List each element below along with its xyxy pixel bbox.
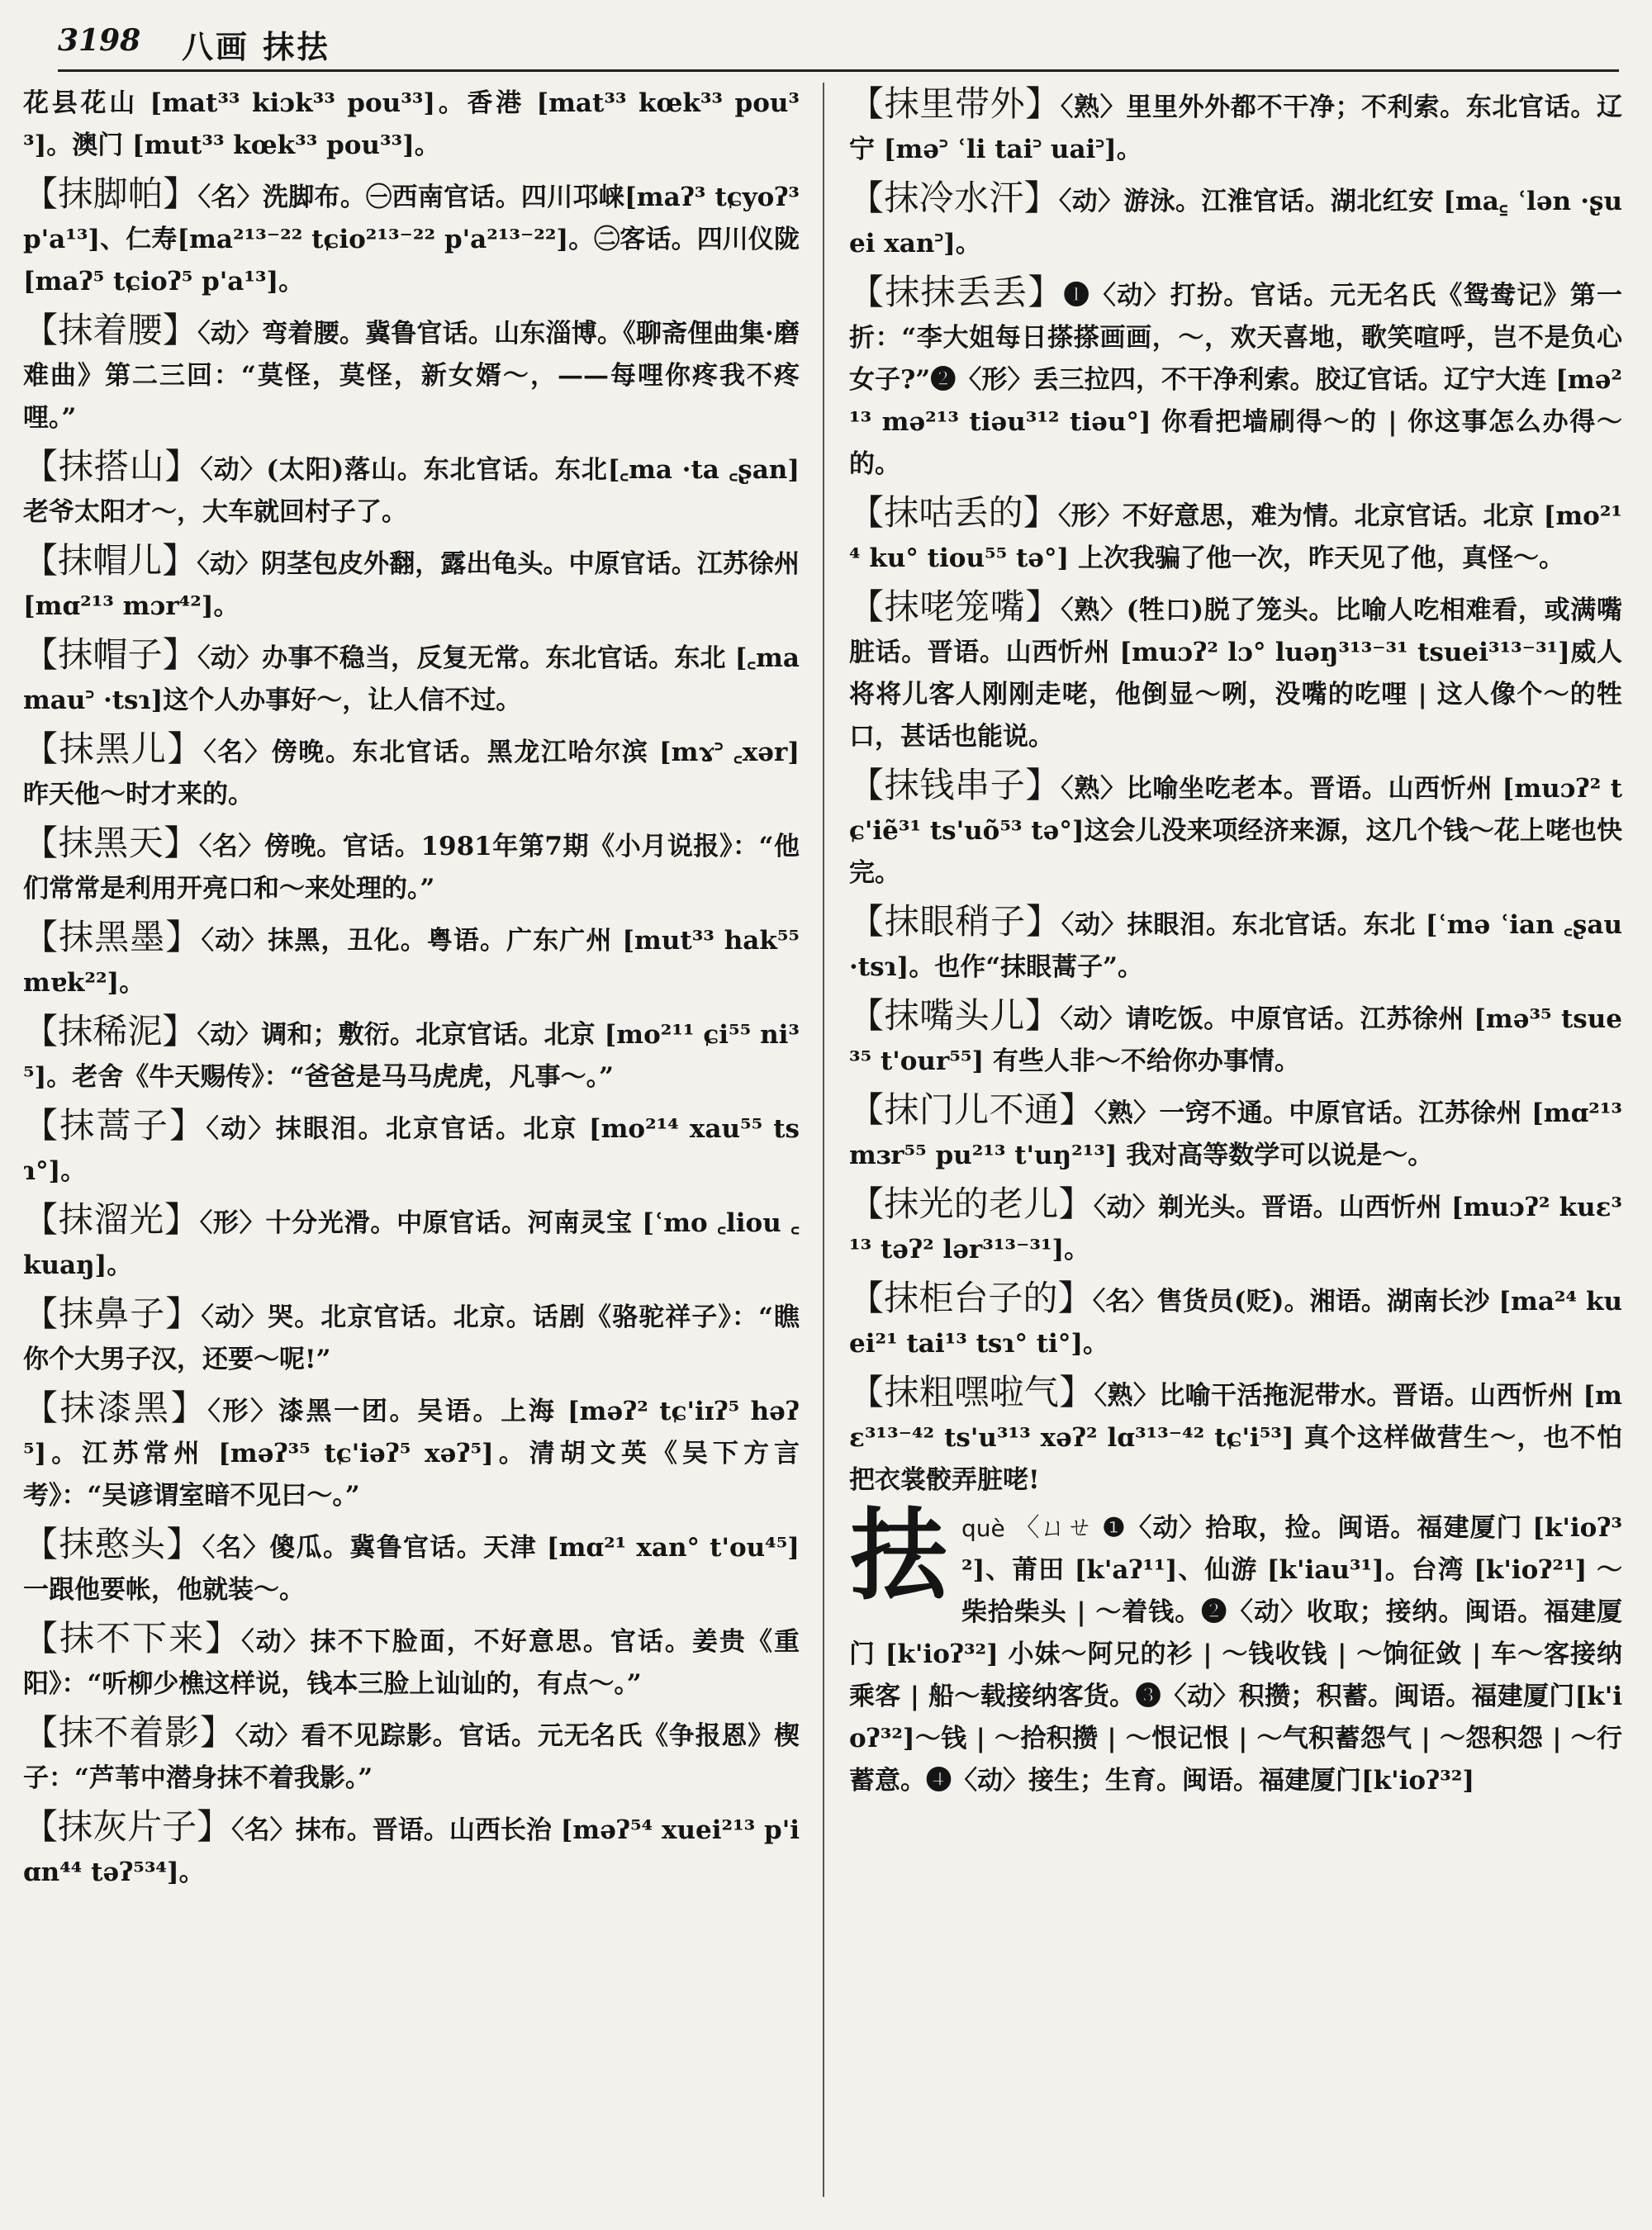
- definition-text: 〈熟〉比喻干活拖泥带水。晋语。山西忻州 [mɛ³¹³⁻⁴² ts'u³¹³ xəʔ² lɑ³¹³⁻⁴² tɕ'i⁵³] 真个这样做营生～，也不怕把衣裳骹弄脏咾!: [849, 1381, 1622, 1495]
- dictionary-entry: [23, 173, 800, 303]
- dictionary-entry-que: [849, 1497, 1623, 1802]
- headword: 【抹黑儿】: [23, 728, 204, 769]
- definition-text: 〈形〉十分光滑。中原官话。河南灵宝 [ʿmo ꜀liou ꜀kuaŋ]。: [23, 1208, 800, 1280]
- dictionary-entry: [23, 1104, 800, 1193]
- definition-text: 〈名〉傍晚。东北官话。黑龙江哈尔滨 [mɤ꜄ ꜀xər] 昨天他～时才来的。: [23, 738, 800, 809]
- dictionary-entry: [849, 491, 1622, 580]
- definition-text: 〈动〉抹黑，丑化。粤语。广东广州 [mut³³ hak⁵⁵ mɐk²²]。: [23, 926, 800, 998]
- headword: 【抹帽子】: [23, 634, 198, 675]
- headword: 【抹蒿子】: [23, 1105, 206, 1146]
- definition-text: 〈名〉傻瓜。冀鲁官话。天津 [mɑ²¹ xan° t'ou⁴⁵] 一跟他要帐，他就装～。: [23, 1533, 800, 1605]
- definition-text: 〈形〉不好意思，难为情。北京官话。北京 [mo²¹⁴ ku° tiou⁵⁵ tə°] 上次我骗了他一次，昨天见了他，真怪～。: [849, 501, 1622, 573]
- definition-text: ❶〈动〉拾取，捡。闽语。福建厦门 [k'ioʔ³²]、莆田 [k'aʔ¹¹]、仙游 [k'iau³¹]。台湾 [k'ioʔ²¹] ～柴拾柴头 | ～着钱。❷〈动〉收取；接纳。闽语。福建厦门 [k'ioʔ³²] 小妹～阿兄的衫 | ～钱收钱 | ～饷征敛 | 车～客接纳乘客 | 船～载接纳客货。❸〈动〉积攒；积蓄。闽语。福建厦门[k'ioʔ³²]～钱 | ～拾积攒 | ～恨记恨 | ～气积蓄怨气 | ～怨积怨 | ～行蓄意。❹〈动〉接生；生育。闽语。福建厦门[k'ioʔ³²]: [849, 1513, 1623, 1796]
- headword: 【抹灰片子】: [23, 1806, 232, 1847]
- dictionary-entry: [849, 586, 1622, 758]
- page-number: 3198: [58, 23, 141, 58]
- headword: 【抹漆黑】: [23, 1388, 208, 1428]
- headword-character: 抾: [849, 1497, 948, 1614]
- dictionary-entry: [23, 1617, 800, 1706]
- headword: 【抹鼻子】: [23, 1293, 202, 1334]
- headword: 【抹稀泥】: [23, 1011, 197, 1051]
- headword: 【抹咾笼嘴】: [849, 586, 1061, 627]
- dictionary-entry: [849, 1183, 1622, 1271]
- dictionary-entry: [849, 900, 1622, 989]
- dictionary-entry: [849, 83, 1622, 171]
- headword: 【抹柜台子的】: [849, 1278, 1093, 1318]
- definition-text: 〈动〉请吃饭。中原官话。江苏徐州 [mə³⁵ tsue³⁵ t'our⁵⁵] 有些人非～不给你办事情。: [849, 1004, 1622, 1076]
- definition-text: 〈动〉游泳。江淮官话。湖北红安 [ma꜁ ʿlən ·ʂuei xan꜄]。: [849, 187, 1622, 259]
- definition-text: 〈形〉漆黑一团。吴语。上海 [məʔ² tɕ'iɪʔ⁵ həʔ⁵]。江苏常州 [məʔ³⁵ tɕ'iəʔ⁵ xəʔ⁵]。清胡文英《吴下方言考》：“吴谚谓室暗不见曰～。”: [23, 1397, 800, 1511]
- dictionary-entry: [23, 916, 800, 1004]
- dictionary-entry: [23, 1293, 800, 1381]
- definition-text: 〈动〉哭。北京官话。北京。话剧《骆驼祥子》：“瞧你个大男子汉，还要～呢!”: [23, 1302, 800, 1374]
- definition-text: 〈动〉剃光头。晋语。山西忻州 [muɔʔ² kuɛ³¹³ təʔ² lər³¹³⁻³¹]。: [849, 1193, 1622, 1264]
- headword: 【抹黑天】: [23, 823, 199, 863]
- definition-text: 〈动〉阴茎包皮外翻，露出龟头。中原官话。江苏徐州 [mɑ²¹³ mɔr⁴²]。: [23, 549, 800, 621]
- dictionary-entry: [23, 83, 800, 167]
- dictionary-entry: [23, 633, 800, 722]
- headword: 【抹粗嘿啦气】: [849, 1372, 1094, 1412]
- headword: 【抹着腰】: [23, 310, 198, 350]
- dictionary-entry: [849, 994, 1622, 1083]
- definition-text: 〈熟〉一窍不通。中原官话。江苏徐州 [mɑ²¹³ mɜr⁵⁵ pu²¹³ t'uŋ²¹³] 我对高等数学可以说是～。: [849, 1098, 1622, 1170]
- definition-text: 〈动〉调和；敷衍。北京官话。北京 [mo²¹¹ ɕi⁵⁵ ni³⁵]。老舍《牛天赐传》：“爸爸是马马虎虎，凡事～。”: [23, 1020, 800, 1092]
- dictionary-entry: [23, 1387, 800, 1517]
- dictionary-entry: [849, 764, 1622, 894]
- definition-text: 〈动〉看不见踪影。官话。元无名氏《争报恩》楔子：“芦苇中潜身抹不着我影。”: [23, 1721, 800, 1793]
- page-title: 八画 抹抾: [182, 28, 331, 65]
- dictionary-entry: [849, 177, 1622, 265]
- dictionary-entry: [23, 445, 800, 534]
- definition-text: 花县花山 [mat³³ kiɔk³³ pou³³]。香港 [mat³³ kœk³³ pou³³]。澳门 [mut³³ kœk³³ pou³³]。: [23, 88, 800, 160]
- headword: 【抹冷水汗】: [849, 178, 1059, 218]
- headword: 【抹眼稍子】: [849, 901, 1061, 942]
- definition-text: 〈名〉售货员(贬)。湘语。湖南长沙 [ma²⁴ kuei²¹ tai¹³ tsɿ° ti°]。: [849, 1287, 1622, 1359]
- definition-text: 〈动〉弯着腰。冀鲁官话。山东淄博。《聊斋俚曲集·磨难曲》第二三回：“莫怪，莫怪，新女婿～，——每哩你疼我不疼哩。”: [23, 319, 800, 433]
- dictionary-entry: [849, 271, 1622, 486]
- dictionary-entry: [23, 728, 800, 816]
- page-header: [58, 18, 1619, 72]
- headword: 【抹帽儿】: [23, 540, 197, 581]
- headword: 【抹脚帕】: [23, 173, 198, 214]
- headword: 【抹憨头】: [23, 1524, 202, 1564]
- headword: 【抹不下来】: [23, 1618, 242, 1658]
- definition-text: 〈动〉抹眼泪。北京官话。北京 [mo²¹⁴ xau⁵⁵ tsɿ°]。: [23, 1114, 800, 1186]
- definition-text: 〈动〉办事不稳当，反复无常。东北官话。东北 [꜀ma mau꜄ ·tsɿ]这个人办事好～，让人信不过。: [23, 643, 800, 715]
- dictionary-entry: [23, 1711, 800, 1800]
- dictionary-entry: [23, 539, 800, 628]
- definition-text: 〈名〉洗脚布。㊀西南官话。四川邛崃[maʔ³ tɕyoʔ³ p'a¹³]、仁寿[ma²¹³⁻²² tɕio²¹³⁻²² p'a²¹³⁻²²]。㊁客话。四川仪陇 [maʔ⁵ tɕioʔ⁵ p'a¹³]。: [23, 183, 800, 297]
- dictionary-entry: [23, 309, 800, 439]
- headword: 【抹光的老儿】: [849, 1184, 1094, 1224]
- zhuyin: 〈ㄩㄝ: [1014, 1513, 1094, 1543]
- column-divider: [823, 83, 824, 2197]
- headword: 【抹门儿不通】: [849, 1089, 1094, 1130]
- definition-text: 〈熟〉里里外外都不干净；不利索。东北官话。辽宁 [mə꜄ ʿli tai꜄ uai꜄]。: [849, 93, 1622, 164]
- dictionary-entry: [849, 1089, 1622, 1177]
- definition-text: 〈动〉(太阳)落山。东北官话。东北[꜀ma ·ta ꜀ʂan]老爷太阳才～，大车就回村子了。: [23, 455, 800, 527]
- headword: 【抹黑墨】: [23, 917, 202, 957]
- right-column-entries: [849, 83, 1622, 1502]
- left-column: [23, 83, 800, 1900]
- headword: 【抹溜光】: [23, 1199, 200, 1240]
- definition-text: ❶〈动〉打扮。官话。元无名氏《鸳鸯记》第一折：“李大姐每日搽搽画画，～，欢天喜地，歌笑喧呼，岂不是负心女子?”❷〈形〉丢三拉四，不干净利索。胶辽官话。辽宁大连 [mə²¹³ mə²¹³ tiəu³¹² tiəu°] 你看把墙刷得～的 | 你这事怎么办得～的。: [849, 281, 1622, 479]
- headword: 【抹里带外】: [849, 83, 1061, 124]
- definition-text: 〈名〉傍晚。官话。1981年第7期《小月说报》：“他们常常是利用开亮口和～来处理的。”: [23, 832, 800, 904]
- definition-text: 〈动〉抹不下脸面，不好意思。官话。姜贵《重阳》：“听柳少樵这样说，钱本三脸上讪讪的，有点～。”: [23, 1627, 800, 1699]
- dictionary-entry: [849, 1277, 1622, 1365]
- pinyin: què: [961, 1515, 1005, 1542]
- dictionary-entry: [23, 1805, 800, 1894]
- dictionary-entry: [23, 1198, 800, 1287]
- headword: 【抹抹丢丢】: [849, 272, 1064, 312]
- dictionary-entry: [23, 1523, 800, 1611]
- headword: 【抹钱串子】: [849, 765, 1061, 805]
- dictionary-entry: [849, 1371, 1622, 1502]
- headword: 【抹嘴头儿】: [849, 995, 1061, 1036]
- headword: 【抹搭山】: [23, 446, 201, 486]
- headword: 【抹咕丢的】: [849, 492, 1059, 533]
- definition-text: 〈动〉抹眼泪。东北官话。东北 [ʿmə ʿian ꜀ʂau ·tsɿ]。也作“抹眼蒿子”。: [849, 910, 1622, 982]
- definition-text: 〈熟〉(牲口)脱了笼头。比喻人吃相难看，或满嘴脏话。晋语。山西忻州 [muɔʔ² lɔ° luəŋ³¹³⁻³¹ tsuei³¹³⁻³¹]威人将将儿客人刚刚走咾，他倒显～咧，没嘴的吃哩 | 这人像个～的牲口，甚话也能说。: [849, 595, 1622, 752]
- definition-text: 〈名〉抹布。晋语。山西长治 [məʔ⁵⁴ xuei²¹³ p'iɑn⁴⁴ təʔ⁵³⁴]。: [23, 1815, 800, 1887]
- dictionary-entry: [23, 822, 800, 910]
- definition-text: 〈熟〉比喻坐吃老本。晋语。山西忻州 [muɔʔ² tɕ'iẽ³¹ ts'uõ⁵³ tə°]这会儿没来项经济来源，这几个钱～花上咾也快完。: [849, 774, 1622, 888]
- dictionary-entry: [23, 1010, 800, 1098]
- right-column: [849, 83, 1622, 1808]
- headword: 【抹不着影】: [23, 1712, 235, 1753]
